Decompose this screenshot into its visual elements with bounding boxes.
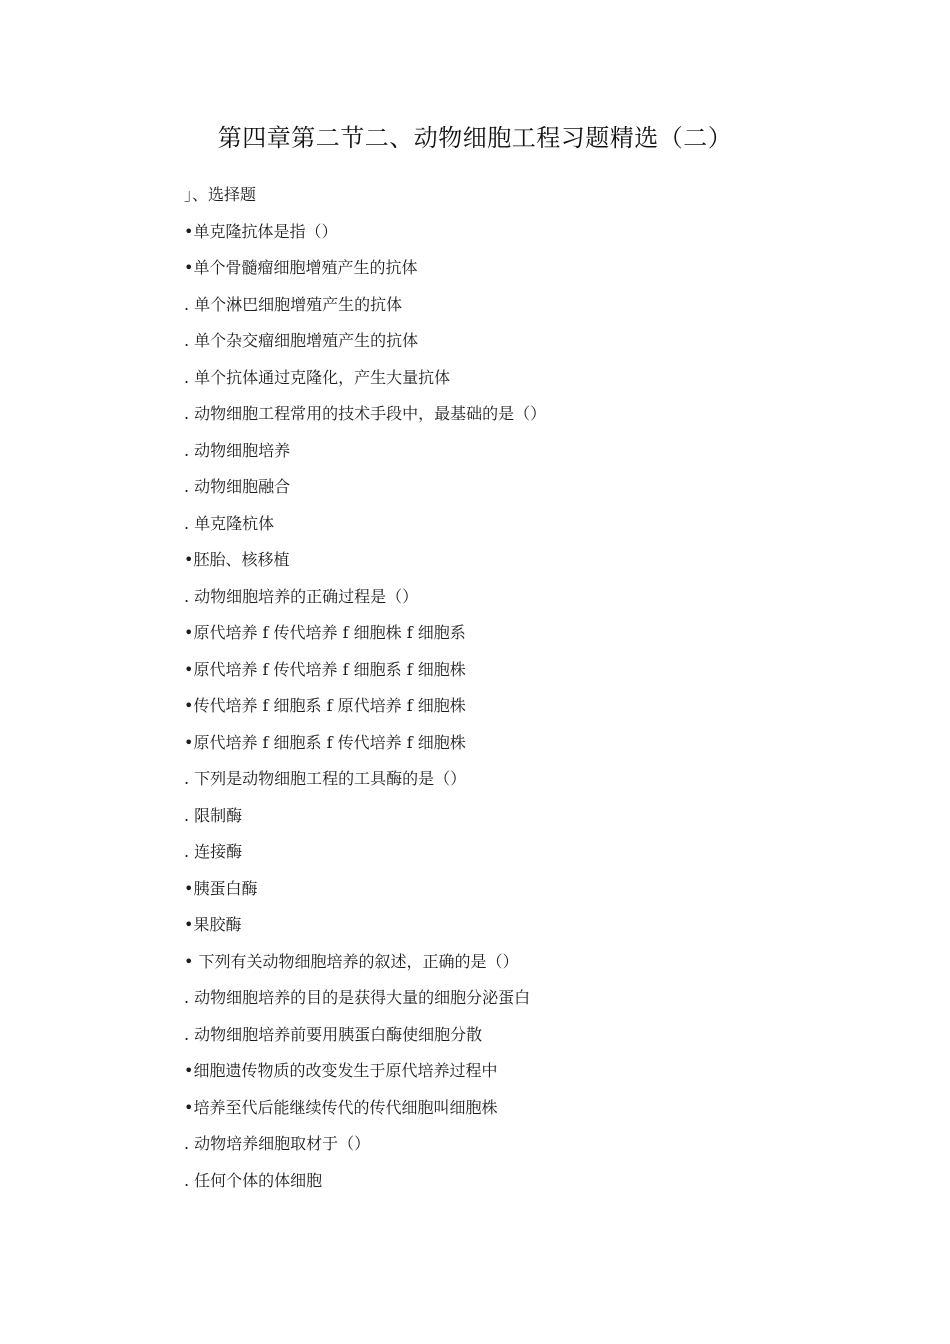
question-3: . 动物细胞培养的正确过程是（） bbox=[184, 586, 419, 606]
question-5: • 下列有关动物细胞培养的叙述，正确的是（） bbox=[184, 951, 519, 971]
question-3-option-d: •原代培养 f 细胞系 f 传代培养 f 细胞株 bbox=[184, 732, 466, 752]
question-4-option-b: . 连接酶 bbox=[184, 842, 243, 861]
question-4-option-d: •果胶酶 bbox=[184, 915, 242, 934]
question-5-option-a: . 动物细胞培养的目的是获得大量的细胞分泌蛋白 bbox=[184, 988, 531, 1007]
question-2-option-a: . 动物细胞培养 bbox=[184, 440, 291, 460]
question-5-option-c: •细胞遗传物质的改变发生于原代培养过程中 bbox=[184, 1061, 498, 1080]
question-4-option-c: •胰蛋白酶 bbox=[184, 878, 258, 898]
question-2-option-d: •胚胎、核移植 bbox=[184, 550, 290, 569]
question-4-option-a: . 限制酶 bbox=[184, 805, 243, 825]
question-1-option-a: •单个骨髓瘤细胞增殖产生的抗体 bbox=[184, 258, 418, 277]
section-heading: 」、选择题 bbox=[184, 185, 257, 204]
question-4: . 下列是动物细胞工程的工具酶的是（） bbox=[184, 769, 467, 788]
question-3-option-c: •传代培养 f 细胞系 f 原代培养 f 细胞株 bbox=[184, 696, 466, 715]
question-list bbox=[184, 182, 884, 1204]
question-1-option-d: . 单个抗体通过克隆化，产生大量抗体 bbox=[184, 367, 451, 387]
question-2-option-c: . 单克隆杭体 bbox=[184, 513, 275, 533]
question-1: •单克隆抗体是指（） bbox=[184, 221, 338, 241]
page-title: 第四章第二节二、动物细胞工程习题精选（二） bbox=[217, 124, 733, 152]
question-3-option-b: •原代培养 f 传代培养 f 细胞系 f 细胞株 bbox=[184, 659, 466, 679]
question-2: . 动物细胞工程常用的技术手段中，最基础的是（） bbox=[184, 404, 547, 423]
question-6: . 动物培养细胞取材于（） bbox=[184, 1134, 371, 1153]
question-5-option-d: •培养至代后能继续传代的传代细胞叫细胞株 bbox=[184, 1097, 498, 1117]
question-3-option-a: •原代培养 f 传代培养 f 细胞株 f 细胞系 bbox=[184, 623, 466, 642]
question-5-option-b: . 动物细胞培养前要用胰蛋白酶使细胞分散 bbox=[184, 1024, 483, 1044]
question-2-option-b: . 动物细胞融合 bbox=[184, 477, 291, 496]
question-1-option-b: . 单个淋巴细胞增殖产生的抗体 bbox=[184, 294, 403, 314]
question-1-option-c: . 单个杂交瘤细胞增殖产生的抗体 bbox=[184, 331, 419, 350]
question-6-option-a: . 任何个体的体细胞 bbox=[184, 1170, 323, 1190]
